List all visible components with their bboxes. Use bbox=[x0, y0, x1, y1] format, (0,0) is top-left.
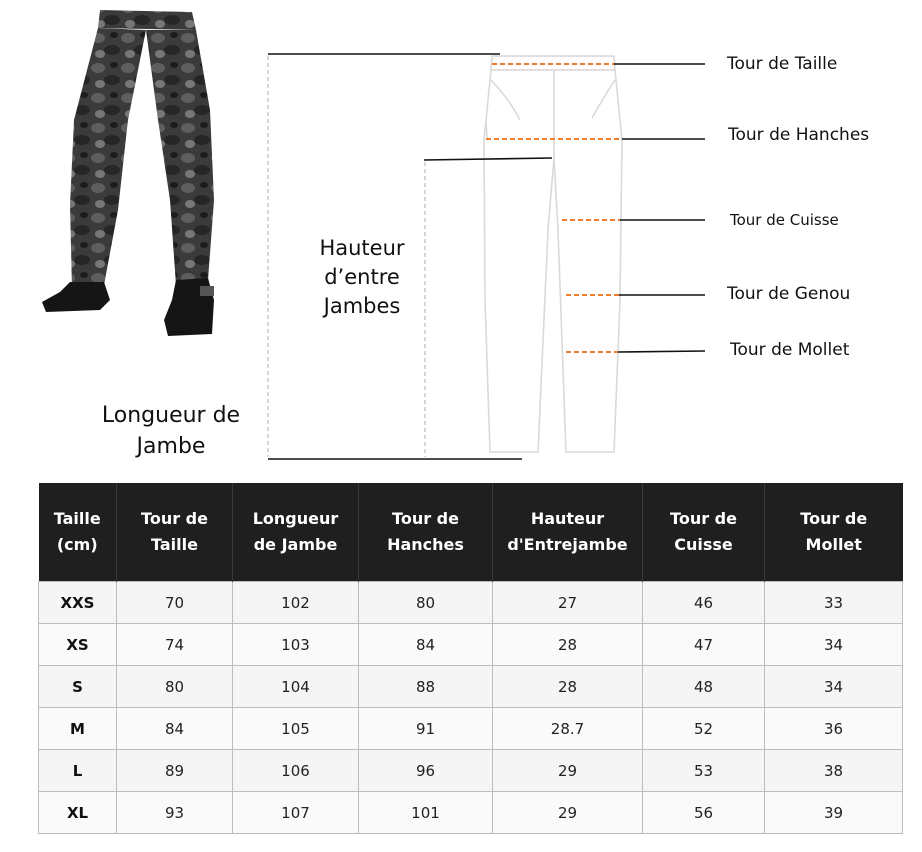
table-row bbox=[39, 624, 903, 666]
table-cell: 48 bbox=[643, 666, 765, 708]
label-inseam bbox=[300, 234, 424, 321]
table-row bbox=[39, 666, 903, 708]
label-leg-length-line2: Jambe bbox=[136, 434, 206, 459]
column-header-line: Longueur bbox=[252, 509, 339, 528]
label-leg-length bbox=[86, 400, 256, 462]
column-header-line: Cuisse bbox=[674, 535, 733, 554]
label-hips: Tour de Hanches bbox=[728, 125, 870, 145]
product-photo bbox=[42, 10, 214, 336]
table-cell: 52 bbox=[643, 708, 765, 750]
table-cell: 56 bbox=[643, 792, 765, 834]
column-header-line: d'Entrejambe bbox=[507, 535, 628, 554]
table-cell: 107 bbox=[233, 792, 359, 834]
column-header bbox=[643, 483, 765, 582]
table-cell: 33 bbox=[765, 582, 903, 624]
size-cell: XL bbox=[39, 792, 117, 834]
column-header bbox=[493, 483, 643, 582]
label-calf: Tour de Mollet bbox=[730, 340, 850, 360]
table-cell: 89 bbox=[117, 750, 233, 792]
table-cell: 28 bbox=[493, 624, 643, 666]
label-thigh: Tour de Cuisse bbox=[730, 211, 839, 229]
table-cell: 101 bbox=[359, 792, 493, 834]
label-knee: Tour de Genou bbox=[727, 284, 851, 304]
table-cell: 103 bbox=[233, 624, 359, 666]
table-cell: 106 bbox=[233, 750, 359, 792]
table-cell: 53 bbox=[643, 750, 765, 792]
table-cell: 46 bbox=[643, 582, 765, 624]
table-header bbox=[39, 483, 903, 582]
table-row bbox=[39, 708, 903, 750]
table-cell: 28.7 bbox=[493, 708, 643, 750]
table-cell: 84 bbox=[117, 708, 233, 750]
table-cell: 105 bbox=[233, 708, 359, 750]
label-waist: Tour de Taille bbox=[727, 54, 838, 74]
column-header-line: de Jambe bbox=[253, 535, 338, 554]
table-cell: 74 bbox=[117, 624, 233, 666]
column-header-line: Tour de bbox=[800, 509, 868, 528]
table-cell: 84 bbox=[359, 624, 493, 666]
table-cell: 102 bbox=[233, 582, 359, 624]
table-cell: 34 bbox=[765, 666, 903, 708]
table-cell: 104 bbox=[233, 666, 359, 708]
column-header-line: Hauteur bbox=[530, 509, 605, 528]
size-cell: M bbox=[39, 708, 117, 750]
table-row bbox=[39, 582, 903, 624]
column-header-line: Tour de bbox=[670, 509, 737, 528]
table-cell: 27 bbox=[493, 582, 643, 624]
column-header bbox=[359, 483, 493, 582]
table-row bbox=[39, 750, 903, 792]
size-chart-table bbox=[38, 483, 902, 834]
table-cell: 36 bbox=[765, 708, 903, 750]
size-cell: S bbox=[39, 666, 117, 708]
table-cell: 47 bbox=[643, 624, 765, 666]
size-cell: L bbox=[39, 750, 117, 792]
column-header-line: Hanches bbox=[387, 535, 464, 554]
table-cell: 29 bbox=[493, 750, 643, 792]
column-header-line: Tour de bbox=[141, 509, 208, 528]
column-header bbox=[39, 483, 117, 582]
table-cell: 96 bbox=[359, 750, 493, 792]
table-cell: 70 bbox=[117, 582, 233, 624]
column-header-line: (cm) bbox=[56, 535, 98, 554]
table-cell: 29 bbox=[493, 792, 643, 834]
pants-outline bbox=[484, 56, 622, 452]
column-header-line: Taille bbox=[53, 509, 101, 528]
table-row bbox=[39, 792, 903, 834]
column-header-line: Tour de bbox=[392, 509, 459, 528]
table-cell: 80 bbox=[359, 582, 493, 624]
label-inseam-line2: d’entre bbox=[324, 265, 400, 289]
label-leg-length-line1: Longueur de bbox=[101, 403, 241, 428]
table-cell: 91 bbox=[359, 708, 493, 750]
column-header bbox=[233, 483, 359, 582]
column-header-line: Mollet bbox=[805, 535, 862, 554]
table-cell: 93 bbox=[117, 792, 233, 834]
table-cell: 28 bbox=[493, 666, 643, 708]
table-cell: 39 bbox=[765, 792, 903, 834]
table-body bbox=[39, 582, 903, 834]
column-header bbox=[765, 483, 903, 582]
column-header bbox=[117, 483, 233, 582]
label-inseam-line3: Jambes bbox=[323, 294, 401, 318]
size-cell: XXS bbox=[39, 582, 117, 624]
table-cell: 38 bbox=[765, 750, 903, 792]
table-cell: 88 bbox=[359, 666, 493, 708]
size-cell: XS bbox=[39, 624, 117, 666]
label-inseam-line1: Hauteur bbox=[319, 236, 405, 260]
table-cell: 80 bbox=[117, 666, 233, 708]
column-header-line: Taille bbox=[151, 535, 198, 554]
table-cell: 34 bbox=[765, 624, 903, 666]
